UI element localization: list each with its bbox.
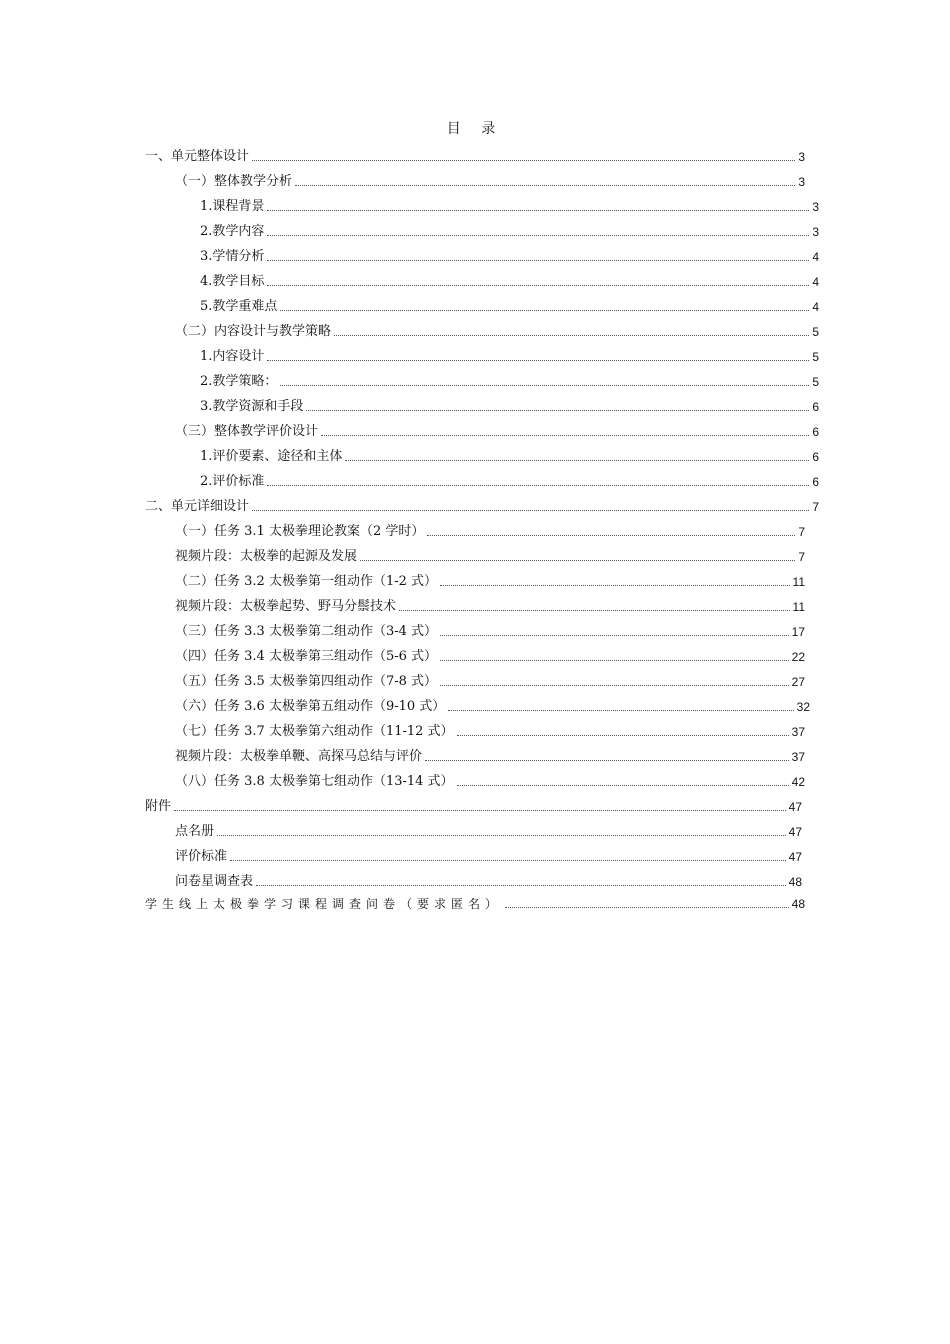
toc-entry-page: 7: [798, 525, 805, 539]
toc-leader: [267, 260, 809, 261]
toc-leader: [306, 410, 809, 411]
toc-leader: [267, 485, 809, 486]
toc-entry-page: 5: [812, 350, 819, 364]
toc-entry[interactable]: [175, 694, 810, 716]
toc-entry[interactable]: [145, 494, 819, 516]
toc-entry[interactable]: [200, 294, 819, 316]
toc-entry-page: 4: [812, 300, 819, 314]
toc-entry-page: 6: [812, 450, 819, 464]
toc-entry-page: 3: [812, 200, 819, 214]
toc-entry-label: （四）任务 3.4 太极拳第三组动作（5-6 式）: [175, 649, 438, 664]
toc-entry-label: 学生线上太极拳学习课程调查问卷（要求匿名）: [145, 897, 503, 911]
toc-entry[interactable]: [175, 569, 805, 591]
toc-entry-label: 4.教学目标: [200, 274, 265, 289]
toc-entry-label: 二、单元详细设计: [145, 499, 250, 514]
toc-entry[interactable]: [175, 594, 805, 616]
toc-entry-label: 1.评价要素、途径和主体: [200, 449, 343, 464]
toc-entry[interactable]: [145, 794, 802, 816]
toc-leader: [425, 760, 789, 761]
toc-leader: [457, 785, 789, 786]
toc-entry[interactable]: [200, 269, 819, 291]
toc-entry-label: 点名册: [175, 824, 215, 839]
toc-entry-label: 评价标准: [175, 849, 228, 864]
toc-entry-label: 1.内容设计: [200, 349, 265, 364]
toc-leader: [256, 885, 786, 886]
toc-entry-page: 6: [812, 400, 819, 414]
toc-leader: [440, 585, 790, 586]
toc-entry-page: 4: [812, 250, 819, 264]
toc-entry-page: 48: [788, 875, 802, 889]
toc-entry-label: 2.教学内容: [200, 224, 265, 239]
toc-leader: [440, 685, 789, 686]
toc-leader: [399, 610, 790, 611]
toc-leader: [321, 435, 809, 436]
toc-entry-page: 47: [788, 800, 802, 814]
toc-entry-page: 11: [792, 600, 805, 614]
toc-entry-label: 2.教学策略：: [200, 374, 278, 389]
toc-entry[interactable]: [175, 544, 805, 566]
toc-entry-page: 3: [798, 150, 805, 164]
toc-entry-label: 2.评价标准: [200, 474, 265, 489]
toc-entry[interactable]: [175, 519, 805, 541]
toc-entry[interactable]: [175, 769, 805, 791]
toc-entry-label: （一）整体教学分析: [175, 174, 293, 189]
toc-entry-label: （八）任务 3.8 太极拳第七组动作（13-14 式）: [175, 774, 454, 789]
toc-entry-label: （三）任务 3.3 太极拳第二组动作（3-4 式）: [175, 624, 438, 639]
toc-leader: [267, 360, 809, 361]
toc-entry-label: 3.教学资源和手段: [200, 399, 304, 414]
toc-entry-label: 一、单元整体设计: [145, 149, 250, 164]
toc-entry-page: 17: [791, 625, 805, 639]
toc-entry-page: 3: [812, 225, 819, 239]
toc-entry[interactable]: [175, 419, 819, 441]
toc-entry[interactable]: [175, 744, 805, 766]
toc-leader: [505, 907, 789, 908]
toc-entry-label: 视频片段：太极拳的起源及发展: [175, 549, 358, 564]
toc-leader: [427, 535, 795, 536]
toc-leader: [230, 860, 786, 861]
toc-leader: [267, 210, 809, 211]
toc-entry-page: 6: [812, 425, 819, 439]
toc-entry[interactable]: [175, 844, 802, 866]
toc-entry[interactable]: [175, 644, 805, 666]
toc-entry-label: （三）整体教学评价设计: [175, 424, 319, 439]
toc-entry-label: （二）任务 3.2 太极拳第一组动作（1-2 式）: [175, 574, 438, 589]
toc-entry-label: （二）内容设计与教学策略: [175, 324, 332, 339]
toc-entry[interactable]: [175, 169, 805, 191]
toc-leader: [440, 635, 789, 636]
toc-entry[interactable]: [175, 319, 819, 341]
toc-entry[interactable]: [200, 394, 819, 416]
toc-entry-label: （一）任务 3.1 太极拳理论教案（2 学时）: [175, 524, 425, 539]
toc-entry[interactable]: [175, 719, 805, 741]
toc-leader: [267, 285, 809, 286]
toc-leader: [267, 235, 809, 236]
toc-leader: [280, 385, 809, 386]
toc-entry[interactable]: [145, 144, 805, 166]
toc-entry-page: 5: [812, 325, 819, 339]
toc-entry[interactable]: [175, 669, 805, 691]
toc-entry-page: 3: [798, 175, 805, 189]
toc-entry-page: 5: [812, 375, 819, 389]
toc-leader: [174, 810, 786, 811]
toc-entry[interactable]: [145, 891, 805, 913]
toc-entry-label: 3.学情分析: [200, 249, 265, 264]
toc-entry-label: （七）任务 3.7 太极拳第六组动作（11-12 式）: [175, 724, 454, 739]
toc-leader: [280, 310, 809, 311]
toc-entry-label: 附件: [145, 799, 172, 814]
toc-entry-label: 问卷星调查表: [175, 874, 254, 889]
toc-entry-page: 47: [788, 850, 802, 864]
toc-leader: [217, 835, 786, 836]
toc-leader: [440, 660, 789, 661]
toc-entry[interactable]: [200, 219, 819, 241]
toc-leader: [252, 160, 795, 161]
toc-leader: [295, 185, 795, 186]
toc-entry-page: 37: [791, 725, 805, 739]
toc-entry-page: 4: [812, 275, 819, 289]
toc-entry[interactable]: [200, 194, 819, 216]
toc-entry[interactable]: [175, 869, 802, 891]
toc-leader: [345, 460, 809, 461]
toc-entry-page: 48: [791, 897, 805, 911]
toc-entry[interactable]: [175, 619, 805, 641]
toc-title: 目 录: [446, 121, 504, 137]
toc-entry-page: 47: [788, 825, 802, 839]
toc-entry-label: （六）任务 3.6 太极拳第五组动作（9-10 式）: [175, 699, 446, 714]
toc-entry[interactable]: [200, 244, 819, 266]
toc-entry[interactable]: [200, 469, 819, 491]
toc-entry-label: 5.教学重难点: [200, 299, 278, 314]
toc-leader: [360, 560, 795, 561]
toc-entry[interactable]: [200, 344, 819, 366]
toc-entry-page: 7: [812, 500, 819, 514]
toc-entry-page: 32: [796, 700, 810, 714]
toc-leader: [457, 735, 789, 736]
toc-entry[interactable]: [200, 444, 819, 466]
toc-entry-page: 6: [812, 475, 819, 489]
toc-entry-page: 42: [791, 775, 805, 789]
toc-entry-page: 22: [791, 650, 805, 664]
toc-entry-label: 视频片段：太极拳起势、野马分鬃技术: [175, 599, 397, 614]
toc-entry[interactable]: [175, 819, 802, 841]
toc-entry-page: 27: [791, 675, 805, 689]
toc-entry-page: 11: [792, 575, 805, 589]
toc-entry-page: 37: [791, 750, 805, 764]
toc-entry-label: 视频片段：太极拳单鞭、高探马总结与评价: [175, 749, 423, 764]
toc-entry-label: （五）任务 3.5 太极拳第四组动作（7-8 式）: [175, 674, 438, 689]
toc-leader: [252, 510, 809, 511]
toc-leader: [334, 335, 809, 336]
toc-entry-label: 1.课程背景: [200, 199, 265, 214]
toc-entry-page: 7: [798, 550, 805, 564]
toc-leader: [448, 710, 793, 711]
toc-entry[interactable]: [200, 369, 819, 391]
